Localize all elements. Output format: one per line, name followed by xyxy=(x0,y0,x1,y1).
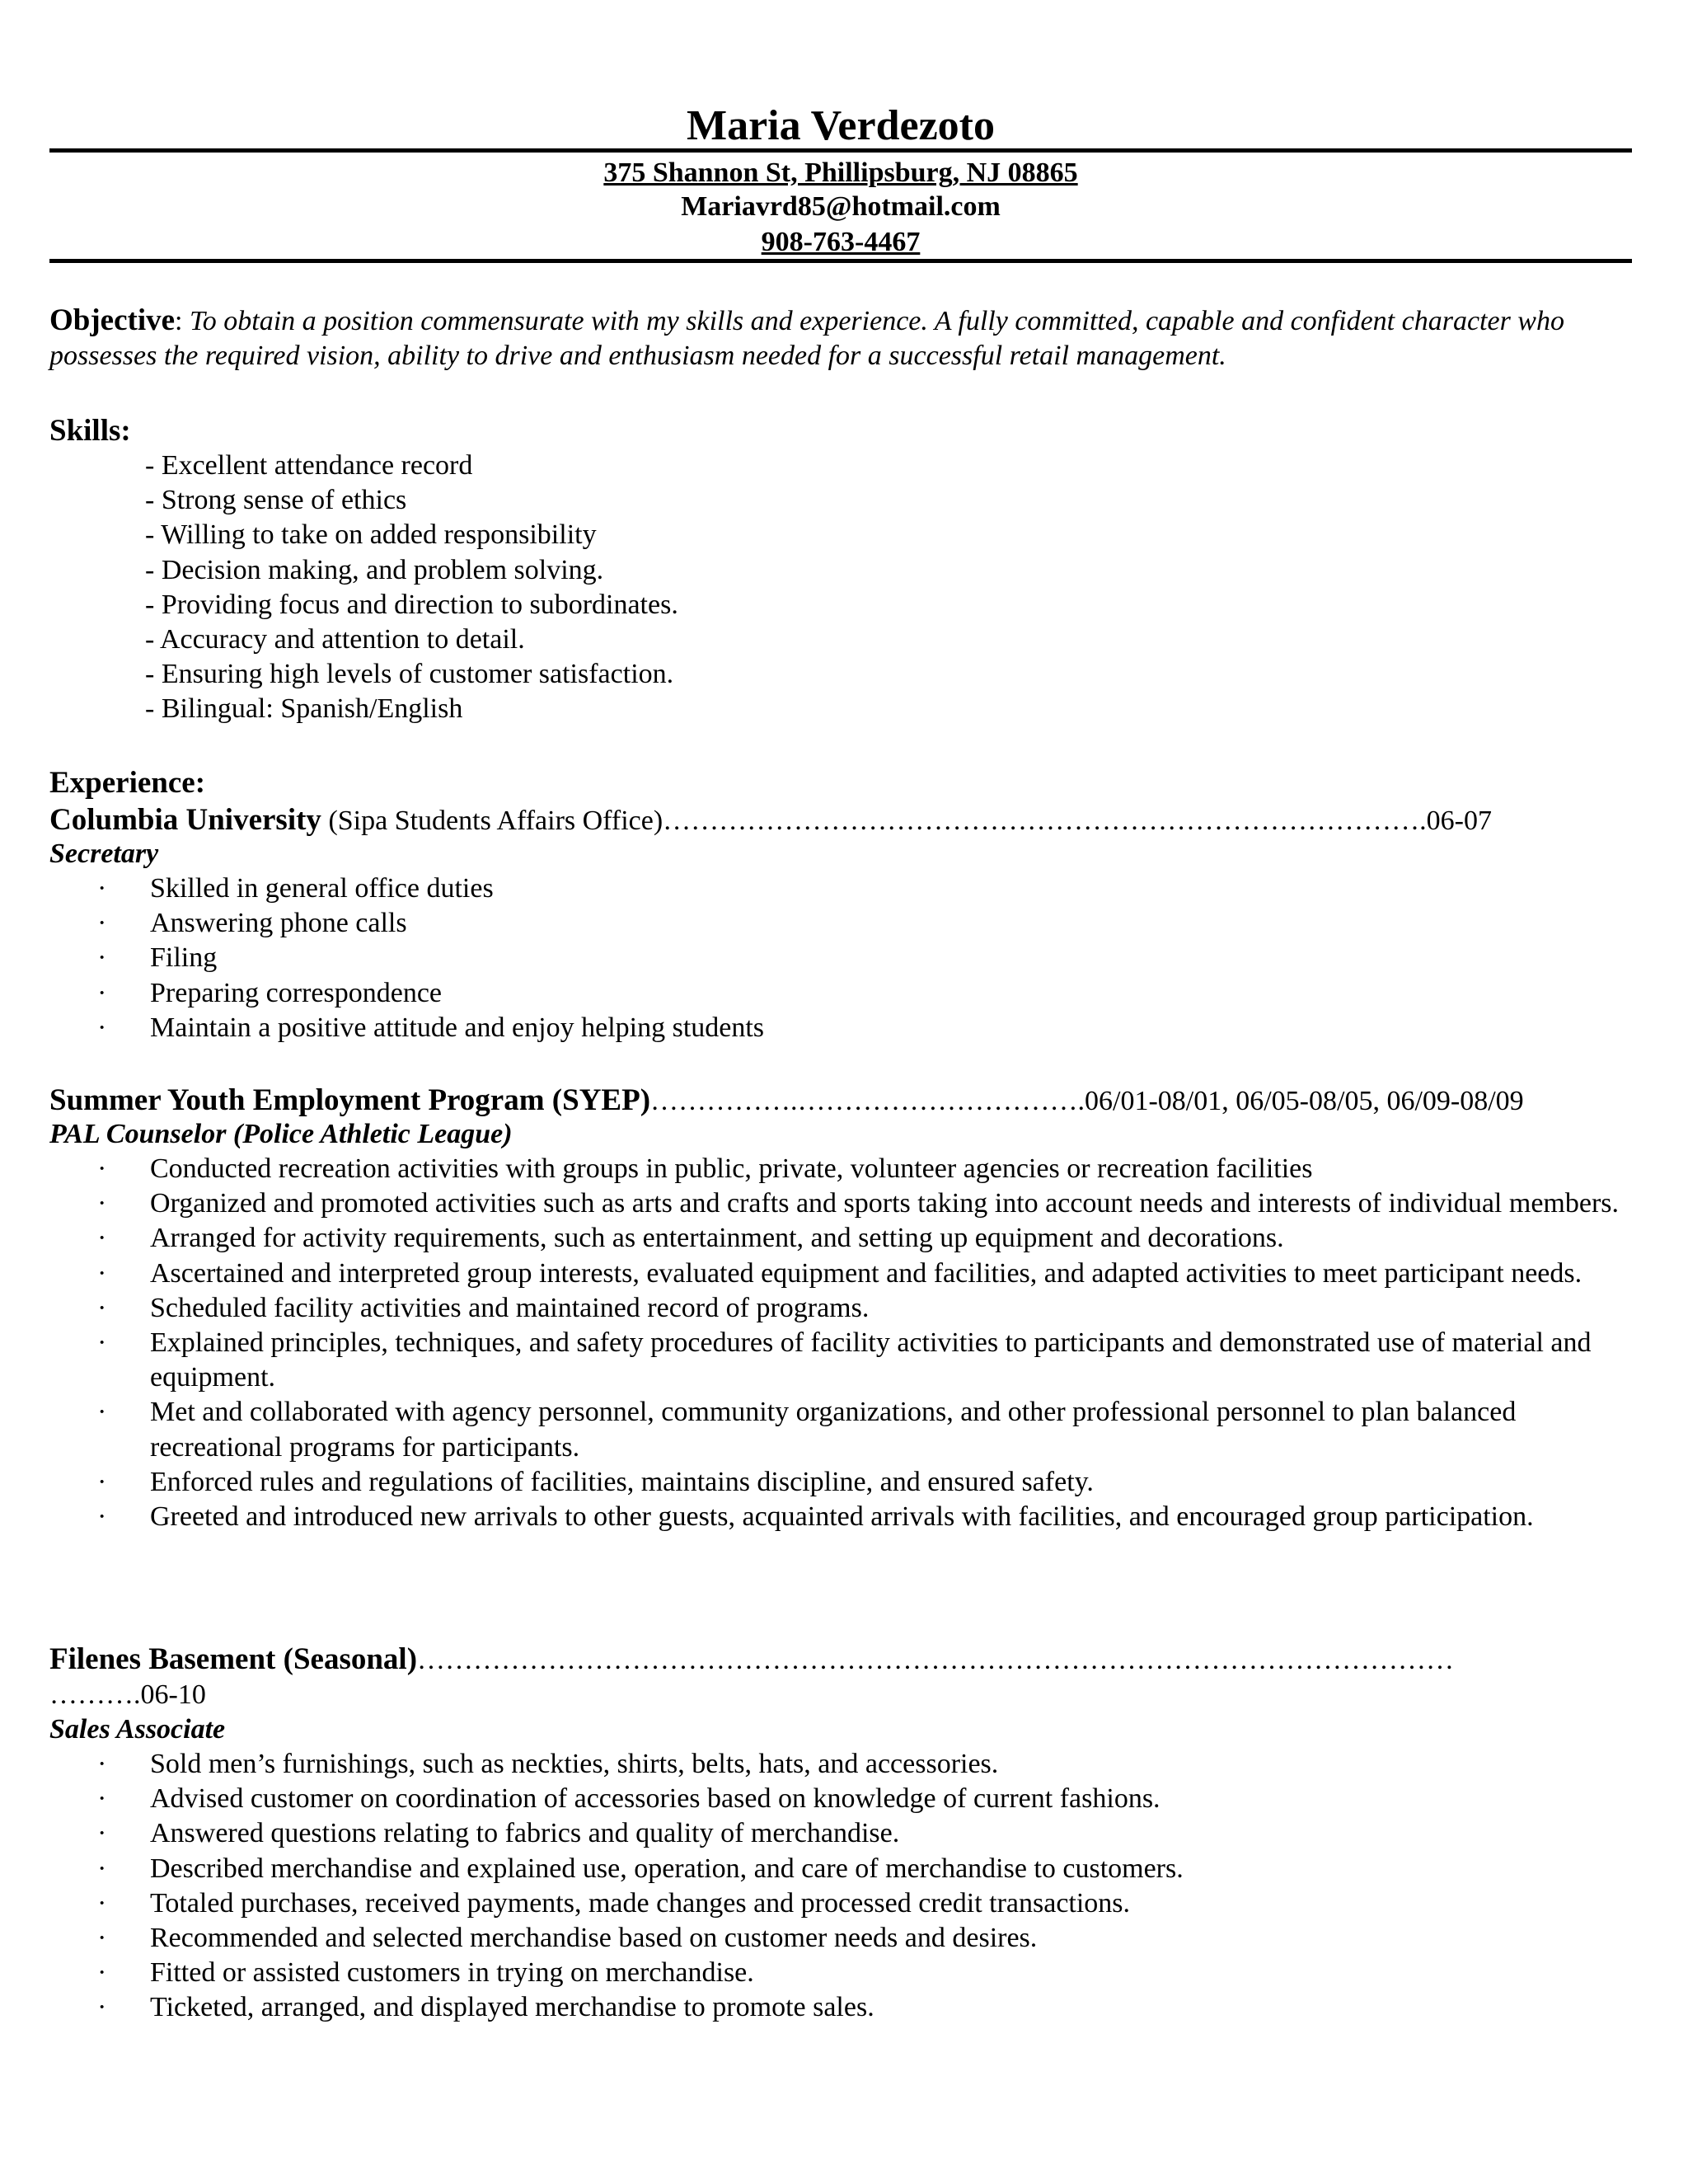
duty-item xyxy=(49,1816,1640,1851)
duty-item xyxy=(49,941,1640,975)
job-dates-line xyxy=(49,1678,1640,1712)
duty-item xyxy=(49,871,1640,906)
duty-text: Enforced rules and regulations of facilities, maintains discipline, and ensured safety. xyxy=(150,1466,1094,1497)
job-company: Columbia University xyxy=(49,803,321,837)
skill-item: - Accuracy and attention to detail. xyxy=(145,624,525,655)
duty-text: Scheduled facility activities and maintained record of programs. xyxy=(150,1292,870,1323)
bullet-icon: · xyxy=(97,1257,107,1289)
bullet-icon: · xyxy=(97,1188,107,1219)
job-title-line xyxy=(49,1642,1640,1678)
skill-item: - Excellent attendance record xyxy=(145,450,473,481)
duty-item xyxy=(49,1852,1640,1886)
email-text: Mariavrd85@hotmail.com xyxy=(681,191,1001,222)
bullet-icon: · xyxy=(97,873,107,904)
objective-label: Objective xyxy=(49,303,176,337)
email-line xyxy=(49,190,1632,224)
duty-item xyxy=(49,1747,1640,1782)
experience-heading: Experience: xyxy=(49,766,206,800)
duty-text: Skilled in general office duties xyxy=(150,873,494,904)
job-dates: 06-07 xyxy=(1426,805,1492,836)
job-leader: ………………………………………………………………………………………………… xyxy=(417,1645,1455,1675)
bullet-icon: · xyxy=(97,1012,107,1043)
phone-line xyxy=(49,225,1632,260)
duty-item xyxy=(49,1011,1640,1045)
duty-item xyxy=(49,1465,1640,1500)
header-bottom-rule xyxy=(49,259,1632,263)
skill-item: - Bilingual: Spanish/English xyxy=(145,693,463,725)
skill-item: - Ensuring high levels of customer satisfaction. xyxy=(145,659,674,690)
duty-text: Answering phone calls xyxy=(150,908,407,939)
duty-item xyxy=(49,1782,1640,1816)
skill-item: - Providing focus and direction to subordinates. xyxy=(145,589,678,620)
duty-item xyxy=(49,1500,1640,1534)
job-title-line xyxy=(49,1083,1640,1119)
phone-text: 908-763-4467 xyxy=(761,227,921,257)
duty-item xyxy=(49,1221,1640,1256)
job-leader: …………….…………………………. xyxy=(650,1086,1085,1116)
duty-item xyxy=(49,1152,1640,1186)
job-role: Sales Associate xyxy=(49,1714,226,1745)
duty-item xyxy=(49,1256,1640,1291)
job-company: Filenes Basement (Seasonal) xyxy=(49,1642,418,1676)
skills-heading: Skills: xyxy=(49,414,131,448)
job-company: Summer Youth Employment Program (SYEP) xyxy=(49,1083,651,1117)
duty-text: Maintain a positive attitude and enjoy helping students xyxy=(150,1012,765,1043)
duty-text: Arranged for activity requirements, such as entertainment, and setting up equipment and decorations. xyxy=(150,1223,1284,1254)
duty-text: Filing xyxy=(150,942,218,974)
job-detail: (Sipa Students Affairs Office) xyxy=(321,805,663,836)
duty-text: Recommended and selected merchandise based on customer needs and desires. xyxy=(150,1923,1038,1954)
duty-text: Organized and promoted activities such as arts and crafts and sports taking into account needs and interests of individual members. xyxy=(150,1188,1619,1219)
bullet-icon: · xyxy=(97,1153,107,1184)
job-role: PAL Counselor (Police Athletic League) xyxy=(49,1119,513,1149)
duty-text: Fitted or assisted customers in trying on merchandise. xyxy=(150,1957,754,1989)
duty-text: Ascertained and interpreted group interests, evaluated equipment and facilities, and adapted activities to meet participant needs. xyxy=(150,1257,1582,1289)
bullet-icon: · xyxy=(97,1818,107,1849)
job-leader: ………………………………………………………………………. xyxy=(663,805,1427,836)
job-title-line xyxy=(49,803,1640,838)
job-leader: ………. xyxy=(49,1679,141,1710)
job-duties-list xyxy=(49,1152,1640,1534)
bullet-icon: · xyxy=(97,977,107,1008)
job-role: Secretary xyxy=(49,838,159,869)
bullet-icon: · xyxy=(97,1223,107,1254)
duty-item xyxy=(49,1395,1640,1464)
bullet-icon: · xyxy=(97,1957,107,1989)
duty-item xyxy=(49,1921,1640,1956)
bullet-icon: · xyxy=(97,1887,107,1919)
bullet-icon: · xyxy=(97,1992,107,2023)
skill-item: - Decision making, and problem solving. xyxy=(145,554,604,585)
duty-text: Advised customer on coordination of accessories based on knowledge of current fashions. xyxy=(150,1783,1160,1815)
objective-text: To obtain a position commensurate with my skills and experience. A fully committed, capable and confident character who possesses the required vision, ability to drive and enthusiasm needed for a successful retail management. xyxy=(49,306,1564,371)
duty-item xyxy=(49,976,1640,1011)
skills-list xyxy=(145,449,678,727)
duty-text: Answered questions relating to fabrics and quality of merchandise. xyxy=(150,1818,900,1849)
duty-text: Greeted and introduced new arrivals to other guests, acquainted arrivals with facilities, and encouraged group participation. xyxy=(150,1501,1534,1533)
duty-item xyxy=(49,1956,1640,1990)
job-duties-list xyxy=(49,871,1640,1045)
bullet-icon: · xyxy=(97,1749,107,1779)
skill-item: - Strong sense of ethics xyxy=(145,485,407,516)
bullet-icon: · xyxy=(97,1501,107,1533)
bullet-icon: · xyxy=(97,1397,107,1428)
duty-item xyxy=(49,1186,1640,1221)
duty-text: Sold men’s furnishings, such as neckties, shirts, belts, hats, and accessories. xyxy=(150,1749,999,1779)
bullet-icon: · xyxy=(97,1466,107,1497)
duty-item xyxy=(49,1990,1640,2025)
skill-item: - Willing to take on added responsibility xyxy=(145,519,597,551)
job-dates: 06/01-08/01, 06/05-08/05, 06/09-08/09 xyxy=(1085,1086,1524,1116)
duty-text: Conducted recreation activities with groups in public, private, volunteer agencies or recreation facilities xyxy=(150,1153,1313,1184)
duty-text: Described merchandise and explained use, operation, and care of merchandise to customers. xyxy=(150,1853,1184,1884)
bullet-icon: · xyxy=(97,1853,107,1884)
bullet-icon: · xyxy=(97,942,107,974)
duty-text: Ticketed, arranged, and displayed merchandise to promote sales. xyxy=(150,1992,874,2023)
objective-section: Objective: To obtain a position commensurate with my skills and experience. A fully committed, capable and confident character who possesses the required vision, ability to drive and enthusiasm needed for a successful retail management. xyxy=(49,303,1564,371)
duty-item xyxy=(49,906,1640,941)
bullet-icon: · xyxy=(97,1292,107,1323)
job-dates: 06-10 xyxy=(140,1679,206,1710)
duty-item xyxy=(49,1291,1640,1326)
bullet-icon: · xyxy=(97,1923,107,1954)
bullet-icon: · xyxy=(97,908,107,939)
duty-item xyxy=(49,1326,1640,1395)
header-top-rule xyxy=(49,148,1632,153)
duty-text: Totaled purchases, received payments, made changes and processed credit transactions. xyxy=(150,1887,1131,1919)
duty-text: Met and collaborated with agency personnel, community organizations, and other professional personnel to plan balanced recreational programs for participants. xyxy=(150,1397,1517,1463)
address-line xyxy=(49,156,1632,190)
resume-name: Maria Verdezoto xyxy=(686,102,995,149)
job-duties-list xyxy=(49,1747,1640,2026)
address-text: 375 Shannon St, Phillipsburg, NJ 08865 xyxy=(603,157,1078,188)
bullet-icon: · xyxy=(97,1327,107,1359)
duty-text: Explained principles, techniques, and safety procedures of facility activities to participants and demonstrated use of material and equipment. xyxy=(150,1327,1592,1393)
bullet-icon: · xyxy=(97,1783,107,1815)
duty-text: Preparing correspondence xyxy=(150,977,443,1008)
duty-item xyxy=(49,1886,1640,1921)
